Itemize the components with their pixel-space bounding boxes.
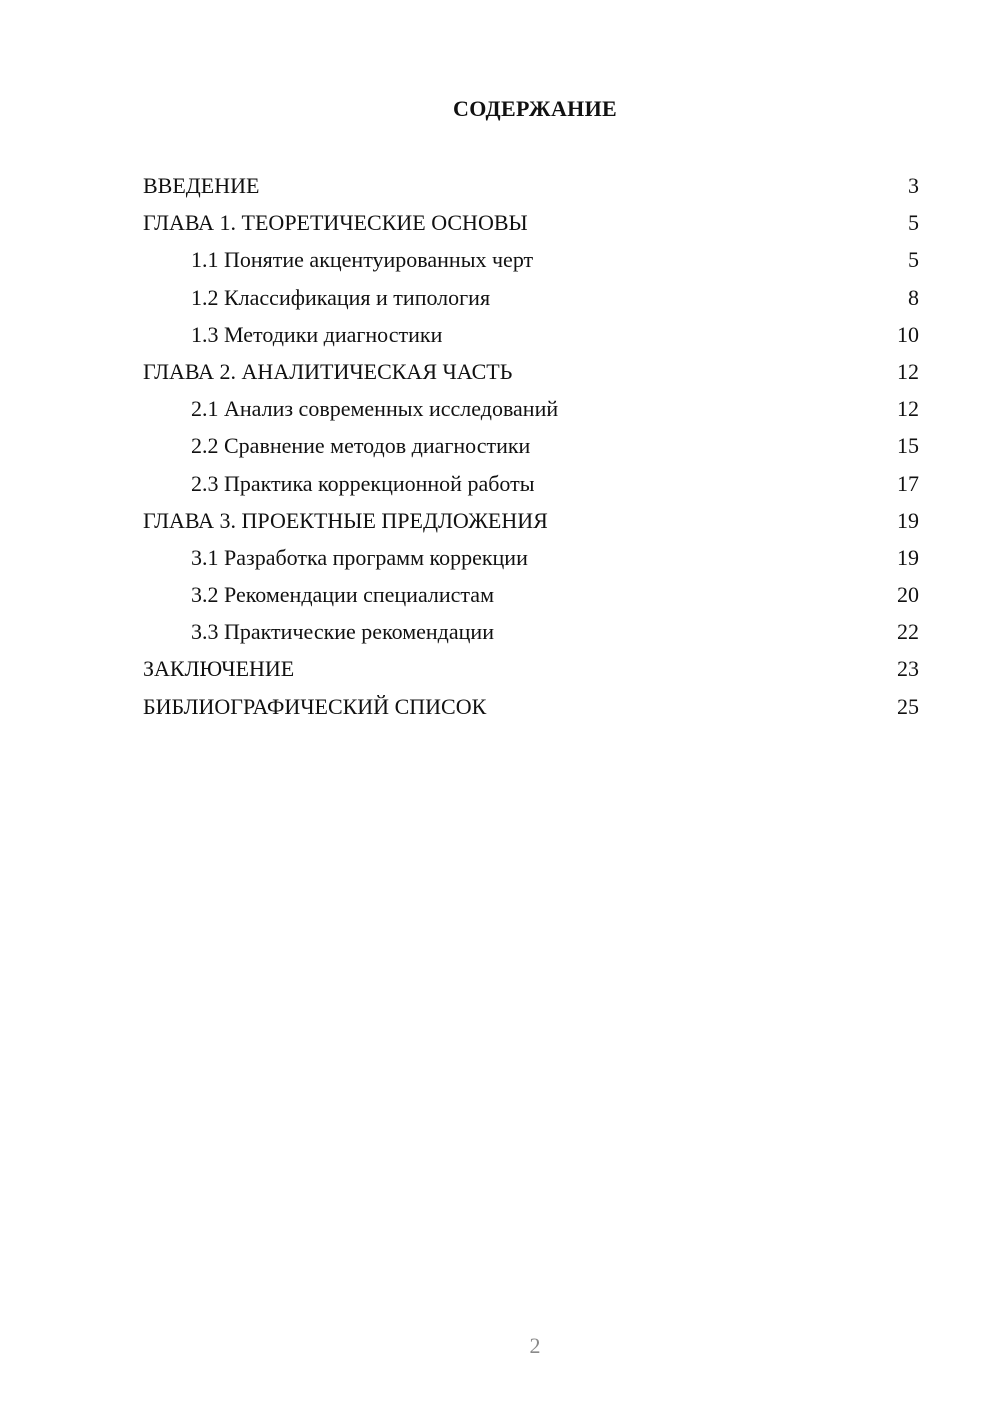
toc-entry-section-1-1 <box>143 241 919 278</box>
toc-entry-page: 10 <box>897 321 919 347</box>
toc-entry-section-3-3 <box>143 613 919 650</box>
toc-entry-chapter-1 <box>143 204 919 241</box>
toc-entry-page: 22 <box>897 619 919 645</box>
toc-entry-text: 1.3 Методики диагностики <box>191 321 443 347</box>
page-number: 2 <box>529 1333 541 1358</box>
toc-entry-page: 12 <box>897 358 919 384</box>
toc-entry-section-1-2 <box>143 279 919 316</box>
toc-entry-page: 19 <box>897 507 919 533</box>
toc-entry-page: 25 <box>897 693 919 719</box>
toc-list <box>143 167 919 725</box>
toc-entry-text: 2.1 Анализ современных исследований <box>191 396 559 422</box>
toc-entry-introduction <box>143 167 919 204</box>
toc-entry-text: 2.2 Сравнение методов диагностики <box>191 433 531 459</box>
toc-entry-section-2-3 <box>143 465 919 502</box>
toc-entry-text: 1.1 Понятие акцентуированных черт <box>191 247 534 273</box>
toc-entry-section-2-1 <box>143 390 919 427</box>
toc-title: СОДЕРЖАНИЕ <box>453 96 617 121</box>
toc-entry-page: 5 <box>908 210 919 236</box>
toc-entry-chapter-3 <box>143 502 919 539</box>
toc-entry-text: 1.2 Классификация и типология <box>191 284 491 310</box>
toc-entry-chapter-2 <box>143 353 919 390</box>
toc-entry-text: 3.2 Рекомендации специалистам <box>191 582 494 608</box>
toc-entry-section-3-1 <box>143 539 919 576</box>
toc-entry-section-2-2 <box>143 427 919 464</box>
toc-entry-page: 20 <box>897 582 919 608</box>
toc-entry-page: 5 <box>908 247 919 273</box>
toc-entry-page: 3 <box>908 173 919 198</box>
toc-entry-page: 8 <box>908 284 919 310</box>
toc-entry-text: ГЛАВА 1. ТЕОРЕТИЧЕСКИЕ ОСНОВЫ <box>143 210 528 236</box>
toc-entry-text: ЗАКЛЮЧЕНИЕ <box>143 656 295 682</box>
toc-entry-page: 12 <box>897 396 919 422</box>
toc-entry-text: 3.1 Разработка программ коррекции <box>191 544 528 570</box>
toc-entry-text: ВВЕДЕНИЕ <box>143 173 260 198</box>
toc-entry-text: 3.3 Практические рекомендации <box>191 619 494 645</box>
toc-entry-page: 19 <box>897 544 919 570</box>
toc-entry-section-3-2 <box>143 576 919 613</box>
toc-entry-conclusion <box>143 650 919 687</box>
toc-entry-section-1-3 <box>143 316 919 353</box>
toc-entry-text: ГЛАВА 3. ПРОЕКТНЫЕ ПРЕДЛОЖЕНИЯ <box>143 507 548 533</box>
toc-entry-text: 2.3 Практика коррекционной работы <box>191 470 535 496</box>
toc-entry-page: 15 <box>897 433 919 459</box>
toc-entry-text: ГЛАВА 2. АНАЛИТИЧЕСКАЯ ЧАСТЬ <box>143 358 513 384</box>
toc-entry-page: 23 <box>897 656 919 682</box>
toc-entry-page: 17 <box>897 470 919 496</box>
toc-entry-text: БИБЛИОГРАФИЧЕСКИЙ СПИСОК <box>143 693 487 719</box>
toc-entry-bibliography <box>143 688 919 725</box>
